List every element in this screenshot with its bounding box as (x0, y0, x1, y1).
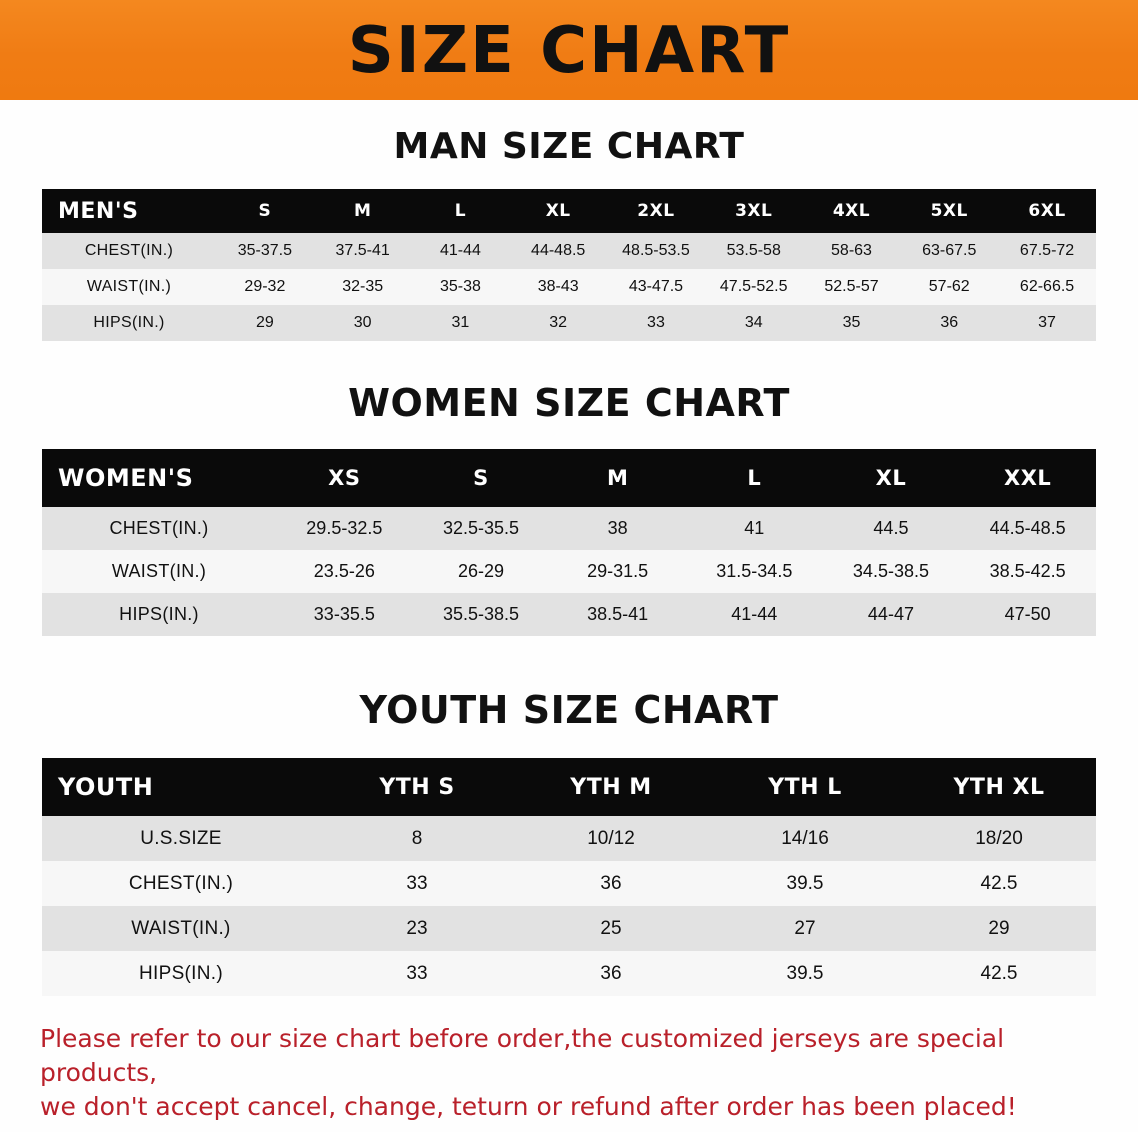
table-row (42, 233, 1096, 269)
youth-hips-xl: 42.5 (980, 962, 1018, 984)
table-row (42, 951, 1096, 996)
table-row (42, 305, 1096, 341)
women-chest-xs: 29.5-32.5 (306, 518, 383, 538)
man-hips-4xl: 35 (842, 314, 861, 331)
man-size-table (42, 189, 1096, 341)
youth-chest-l: 39.5 (786, 872, 824, 894)
youth-table-body (42, 816, 1096, 996)
table-row (42, 593, 1096, 636)
disclaimer-line-1: Please refer to our size chart before order,the customized jerseys are special products, (40, 1024, 1005, 1087)
women-waist-m: 29-31.5 (587, 561, 649, 581)
youth-hips-m: 36 (600, 962, 622, 984)
youth-row-hips-label: HIPS(IN.) (139, 962, 223, 984)
women-table-wrapper (42, 449, 1096, 636)
youth-chest-xl: 42.5 (980, 872, 1018, 894)
disclaimer-note (40, 1022, 1098, 1123)
women-hips-m: 38.5-41 (587, 604, 649, 624)
youth-waist-l: 27 (794, 917, 816, 939)
women-hips-xs: 33-35.5 (313, 604, 375, 624)
man-chest-m: 37.5-41 (335, 242, 390, 259)
man-chest-xl: 44-48.5 (531, 242, 586, 259)
women-waist-xs: 23.5-26 (313, 561, 375, 581)
table-row (42, 507, 1096, 550)
man-hips-xl: 32 (549, 314, 568, 331)
man-chest-5xl: 63-67.5 (922, 242, 977, 259)
man-header-2xl: 2XL (637, 201, 675, 221)
man-waist-2xl: 43-47.5 (628, 278, 684, 295)
women-table-body (42, 507, 1096, 636)
man-table-head (42, 189, 1096, 233)
youth-chest-m: 36 (600, 872, 622, 894)
man-hips-6xl: 37 (1038, 314, 1056, 331)
youth-ussize-s: 8 (411, 827, 423, 849)
women-row-hips-label: HIPS(IN.) (119, 604, 199, 624)
youth-row-waist-label: WAIST(IN.) (131, 917, 231, 939)
youth-table-wrapper (42, 758, 1096, 996)
man-waist-s: 29-32 (244, 278, 286, 295)
women-header-xl: XL (875, 466, 907, 490)
man-header-l: L (454, 201, 467, 221)
banner-title: SIZE CHART (347, 14, 791, 88)
women-header-l: L (747, 466, 762, 490)
table-row (42, 550, 1096, 593)
table-row (42, 861, 1096, 906)
man-waist-xl: 38-43 (537, 278, 579, 295)
women-waist-xl: 34.5-38.5 (852, 561, 929, 581)
banner (0, 0, 1138, 100)
women-section-heading: WOMEN SIZE CHART (348, 381, 790, 425)
youth-header-s: YTH S (379, 774, 455, 800)
man-waist-4xl: 52.5-57 (824, 278, 879, 295)
man-header-xl: XL (545, 201, 571, 221)
women-row-waist-label: WAIST(IN.) (111, 561, 207, 581)
man-row-hips-label: HIPS(IN.) (93, 314, 165, 331)
man-table-wrapper (42, 189, 1096, 341)
youth-section-heading: YOUTH SIZE CHART (359, 688, 779, 732)
women-chest-m: 38 (607, 518, 628, 538)
youth-header-l: YTH L (768, 774, 842, 800)
women-header-xs: XS (328, 466, 361, 490)
youth-chest-s: 33 (406, 872, 428, 894)
man-row-chest-label: CHEST(IN.) (84, 242, 174, 259)
man-waist-6xl: 62-66.5 (1019, 278, 1075, 295)
youth-row-chest-label: CHEST(IN.) (128, 872, 234, 894)
man-waist-m: 32-35 (342, 278, 384, 295)
man-hips-m: 30 (353, 314, 372, 331)
man-chest-l: 41-44 (439, 242, 481, 259)
man-hips-l: 31 (451, 314, 470, 331)
women-chest-s: 32.5-35.5 (442, 518, 520, 538)
man-header-5xl: 5XL (930, 201, 968, 221)
women-chest-xxl: 44.5-48.5 (989, 518, 1066, 538)
table-row (42, 906, 1096, 951)
man-header-label: MEN'S (58, 198, 139, 224)
youth-size-table (42, 758, 1096, 996)
women-waist-xxl: 38.5-42.5 (989, 561, 1066, 581)
youth-hips-s: 33 (406, 962, 428, 984)
women-header-s: S (473, 466, 489, 490)
man-header-3xl: 3XL (735, 201, 773, 221)
man-table-body (42, 233, 1096, 341)
table-header-row (42, 758, 1096, 816)
man-section-heading: MAN SIZE CHART (393, 126, 745, 167)
women-hips-xxl: 47-50 (1004, 604, 1051, 624)
youth-ussize-m: 10/12 (587, 827, 635, 849)
women-header-label: WOMEN'S (58, 464, 194, 492)
women-row-chest-label: CHEST(IN.) (109, 518, 209, 538)
man-hips-5xl: 36 (940, 314, 959, 331)
youth-header-label: YOUTH (58, 773, 154, 801)
women-waist-s: 26-29 (457, 561, 504, 581)
women-table-head (42, 449, 1096, 507)
man-header-4xl: 4XL (832, 201, 871, 221)
women-chest-xl: 44.5 (873, 518, 909, 538)
women-header-m: M (606, 466, 629, 490)
youth-waist-m: 25 (600, 917, 622, 939)
women-hips-l: 41-44 (731, 604, 778, 624)
youth-waist-s: 23 (406, 917, 428, 939)
women-hips-s: 35.5-38.5 (442, 604, 520, 624)
man-chest-4xl: 58-63 (831, 242, 872, 259)
man-waist-3xl: 47.5-52.5 (719, 278, 788, 295)
youth-hips-l: 39.5 (786, 962, 824, 984)
women-size-table (42, 449, 1096, 636)
man-chest-s: 35-37.5 (237, 242, 293, 259)
youth-waist-xl: 29 (988, 917, 1010, 939)
man-header-s: S (258, 201, 272, 221)
man-hips-2xl: 33 (647, 314, 665, 331)
man-chest-2xl: 48.5-53.5 (622, 242, 690, 259)
man-hips-s: 29 (255, 314, 274, 331)
youth-table-head (42, 758, 1096, 816)
disclaimer-line-2: we don't accept cancel, change, teturn or refund after order has been placed! (40, 1091, 1017, 1121)
youth-ussize-l: 14/16 (781, 827, 829, 849)
man-chest-3xl: 53.5-58 (726, 242, 781, 259)
youth-header-m: YTH M (570, 774, 652, 800)
women-chest-l: 41 (744, 518, 765, 538)
youth-row-ussize-label: U.S.SIZE (140, 827, 222, 849)
women-header-xxl: XXL (1004, 466, 1052, 490)
table-header-row (42, 189, 1096, 233)
man-chest-6xl: 67.5-72 (1019, 242, 1075, 259)
man-row-waist-label: WAIST(IN.) (86, 278, 172, 295)
table-row (42, 816, 1096, 861)
women-hips-xl: 44-47 (867, 604, 914, 624)
youth-header-xl: YTH XL (953, 774, 1045, 800)
man-hips-3xl: 34 (744, 314, 763, 331)
table-row (42, 269, 1096, 305)
man-header-6xl: 6XL (1028, 201, 1066, 221)
table-header-row (42, 449, 1096, 507)
man-header-m: M (353, 201, 372, 221)
man-waist-l: 35-38 (439, 278, 481, 295)
youth-ussize-xl: 18/20 (975, 827, 1023, 849)
man-waist-5xl: 57-62 (928, 278, 970, 295)
women-waist-l: 31.5-34.5 (716, 561, 793, 581)
